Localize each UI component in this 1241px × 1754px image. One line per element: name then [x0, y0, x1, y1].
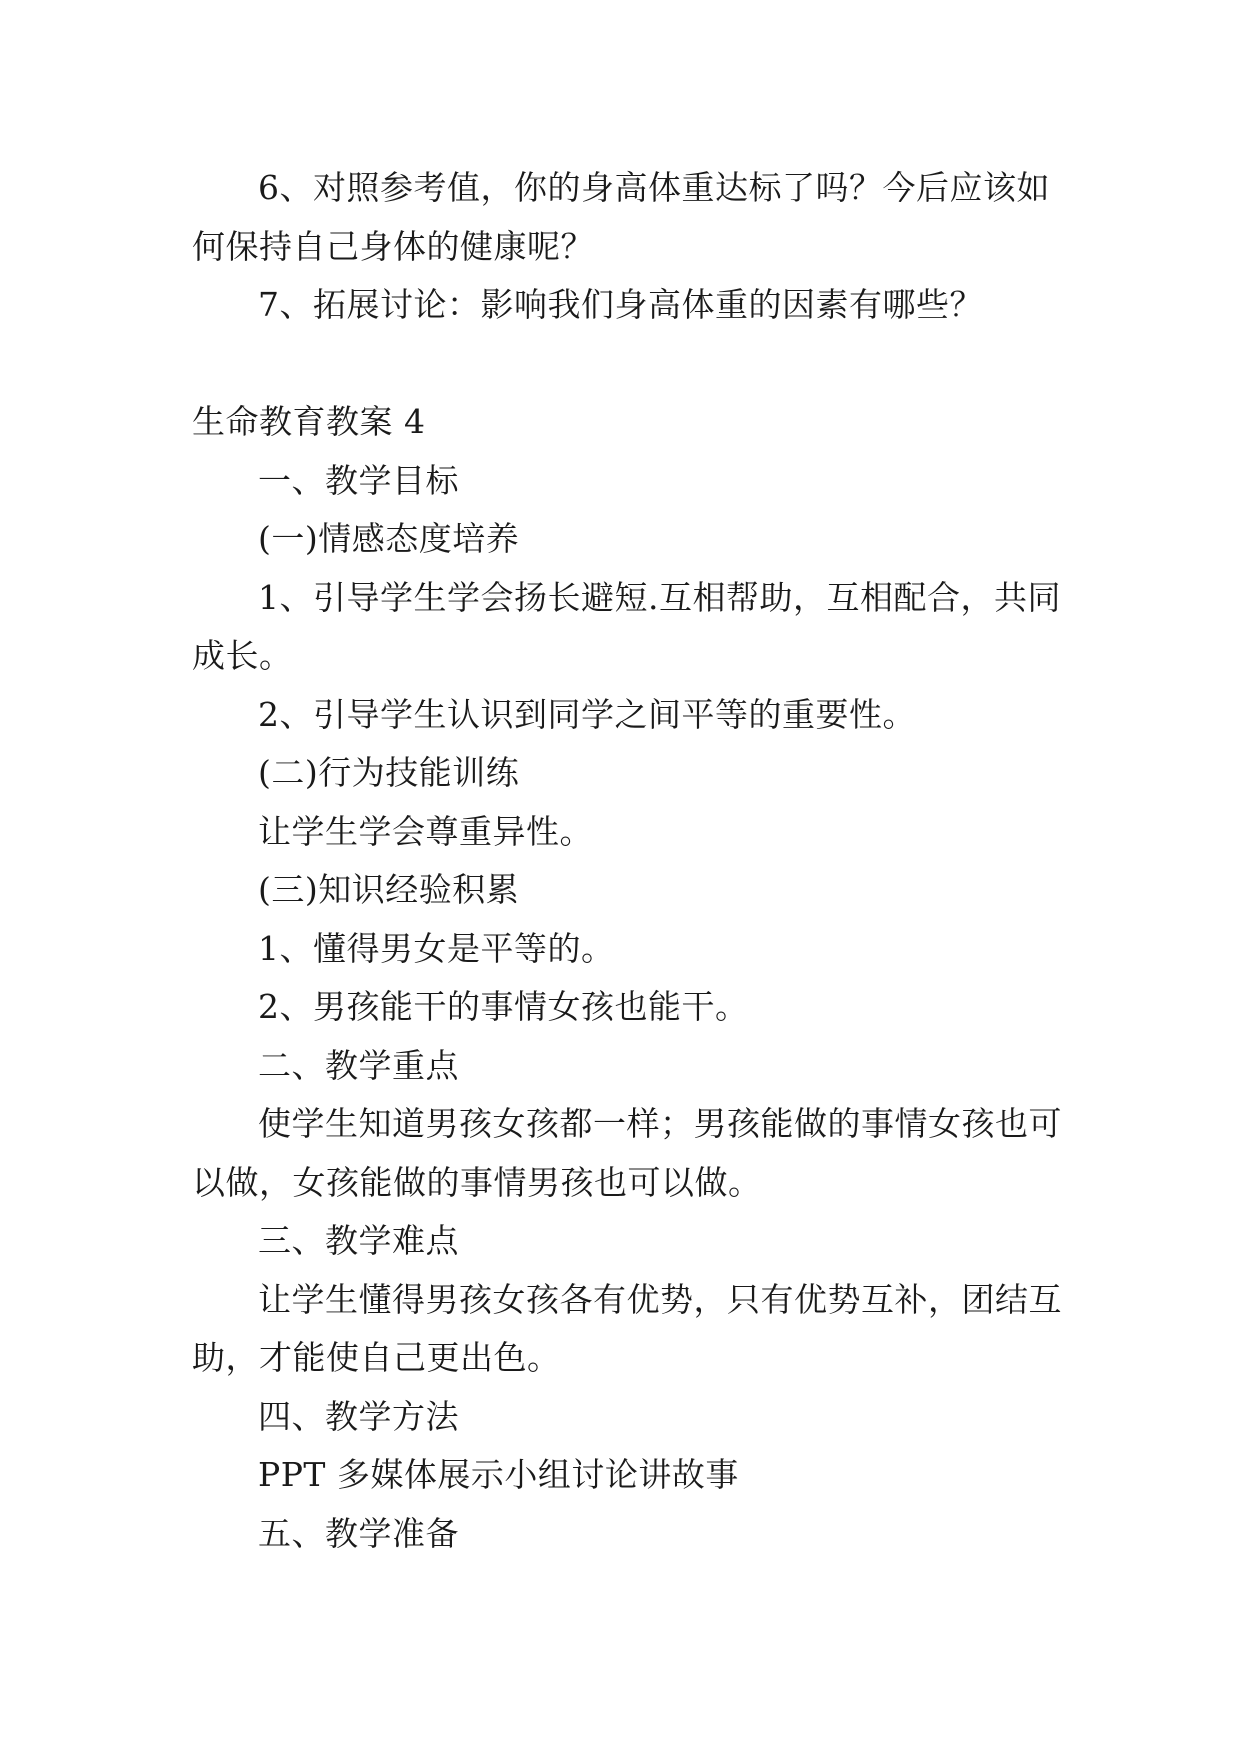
paragraph-line: 成长。 [192, 636, 293, 675]
paragraph-line: 一、教学目标 [258, 460, 459, 500]
paragraph-line: 6、对照参考值，你的身高体重达标了吗？今后应该如 [258, 168, 1050, 207]
subsection-heading [192, 744, 1072, 803]
paragraph-line: 使学生知道男孩女孩都一样；男孩能做的事情女孩也可 [258, 1104, 1062, 1143]
paragraph-line: 让学生学会尊重异性。 [258, 811, 593, 851]
paragraph-line: 2、引导学生认识到同学之间平等的重要性。 [258, 694, 916, 734]
paragraph-line: 三、教学难点 [258, 1221, 459, 1260]
section-heading [192, 1037, 1072, 1096]
paragraph-line: 五、教学准备 [258, 1513, 459, 1553]
paragraph [192, 978, 1072, 1037]
section-heading [192, 1505, 1072, 1564]
paragraph [192, 1095, 1072, 1212]
question-item [192, 159, 1072, 276]
paragraph-line: 7、拓展讨论：影响我们身高体重的因素有哪些？ [258, 285, 983, 324]
paragraph-line: 以做，女孩能做的事情男孩也可以做。 [192, 1162, 762, 1202]
document-body [192, 159, 1072, 1563]
section-title: 生命教育教案 4 [192, 402, 426, 441]
paragraph [192, 1271, 1072, 1388]
paragraph-line: 四、教学方法 [258, 1396, 459, 1436]
section-heading [192, 1212, 1072, 1271]
paragraph-line: (一)情感态度培养 [258, 519, 520, 558]
paragraph [192, 1446, 1072, 1505]
section-heading [192, 1388, 1072, 1447]
paragraph-line: (二)行为技能训练 [258, 753, 520, 792]
paragraph [192, 920, 1072, 979]
paragraph [192, 803, 1072, 862]
paragraph [192, 686, 1072, 745]
paragraph-line: PPT 多媒体展示小组讨论讲故事 [258, 1455, 739, 1494]
paragraph-line: 让学生懂得男孩女孩各有优势，只有优势互补，团结互 [258, 1279, 1062, 1319]
paragraph-line: 何保持自己身体的健康呢？ [192, 226, 594, 266]
section-heading [192, 452, 1072, 511]
subsection-heading [192, 510, 1072, 569]
paragraph-line: 2、男孩能干的事情女孩也能干。 [258, 987, 749, 1026]
paragraph-line: 二、教学重点 [258, 1045, 459, 1085]
paragraph [192, 569, 1072, 686]
paragraph-line: 助，才能使自己更出色。 [192, 1338, 561, 1377]
question-item [192, 276, 1072, 335]
paragraph-line: (三)知识经验积累 [258, 870, 520, 909]
paragraph-line: 1、引导学生学会扬长避短.互相帮助，互相配合，共同 [258, 577, 1061, 617]
paragraph-line: 1、懂得男女是平等的。 [258, 928, 615, 968]
subsection-heading [192, 861, 1072, 920]
